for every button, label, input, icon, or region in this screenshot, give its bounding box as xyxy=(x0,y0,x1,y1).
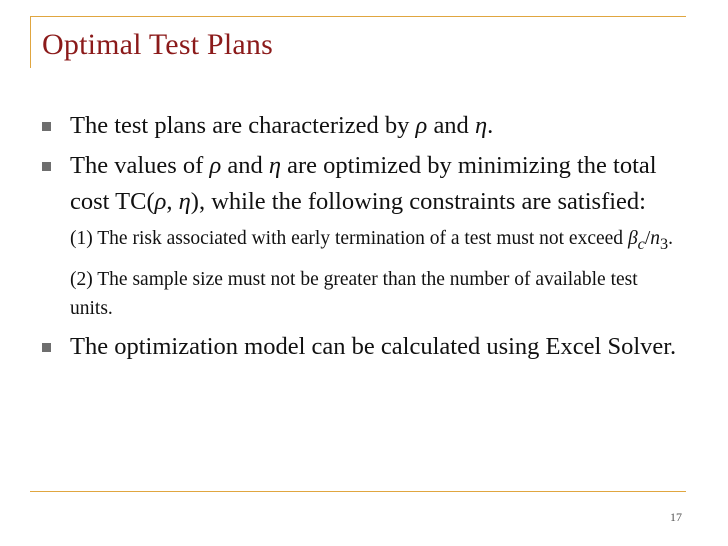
n-symbol: n xyxy=(650,228,661,249)
bullet-1-text-post: . xyxy=(487,112,494,139)
bullet-2-text-post2: ), while the following constraints are satisfied: xyxy=(190,188,646,215)
constraint-1-text-post: . xyxy=(668,228,674,249)
bullet-item-3 xyxy=(40,329,680,365)
bullet-1-text-mid: and xyxy=(427,112,475,139)
n-subscript: 3 xyxy=(660,234,669,253)
square-bullet-icon xyxy=(42,122,51,131)
footer-divider xyxy=(30,491,686,492)
bullet-1-text-pre: The test plans are characterized by xyxy=(70,112,416,139)
bullet-2-text-mid: and xyxy=(221,152,269,179)
constraint-2-text: (2) The sample size must not be greater than the number of available test units. xyxy=(70,268,638,319)
bullet-2-text-pre: The values of xyxy=(70,152,210,179)
bullet-item-2 xyxy=(40,148,680,220)
beta-symbol: β xyxy=(627,228,638,249)
bullet-3-text: The optimization model can be calculated using Excel Solver. xyxy=(70,332,677,360)
rho-symbol: ρ xyxy=(415,112,428,139)
eta-symbol: η xyxy=(178,188,191,215)
rho-symbol: ρ xyxy=(154,188,167,215)
bullet-2-text-post1: are optimized by minimizing the total cost TC( xyxy=(70,152,657,215)
beta-subscript: c xyxy=(637,234,645,253)
eta-symbol: η xyxy=(474,112,488,139)
bullet-2-comma: , xyxy=(166,188,179,215)
square-bullet-icon xyxy=(42,162,51,171)
eta-symbol: η xyxy=(268,152,282,179)
page-number: 17 xyxy=(670,510,682,524)
square-bullet-icon xyxy=(42,343,51,352)
bullet-item-1 xyxy=(40,108,680,144)
constraint-item-2 xyxy=(40,265,680,323)
slide-title: Optimal Test Plans xyxy=(42,28,273,61)
constraint-1-slash: / xyxy=(644,228,651,249)
rho-symbol: ρ xyxy=(209,152,222,179)
constraint-item-1 xyxy=(40,224,680,259)
title-frame-top-line xyxy=(30,16,686,17)
title-frame-left-line xyxy=(30,16,31,68)
slide-content xyxy=(40,108,680,369)
constraint-1-text-pre: (1) The risk associated with early termination of a test must not exceed xyxy=(70,228,628,249)
